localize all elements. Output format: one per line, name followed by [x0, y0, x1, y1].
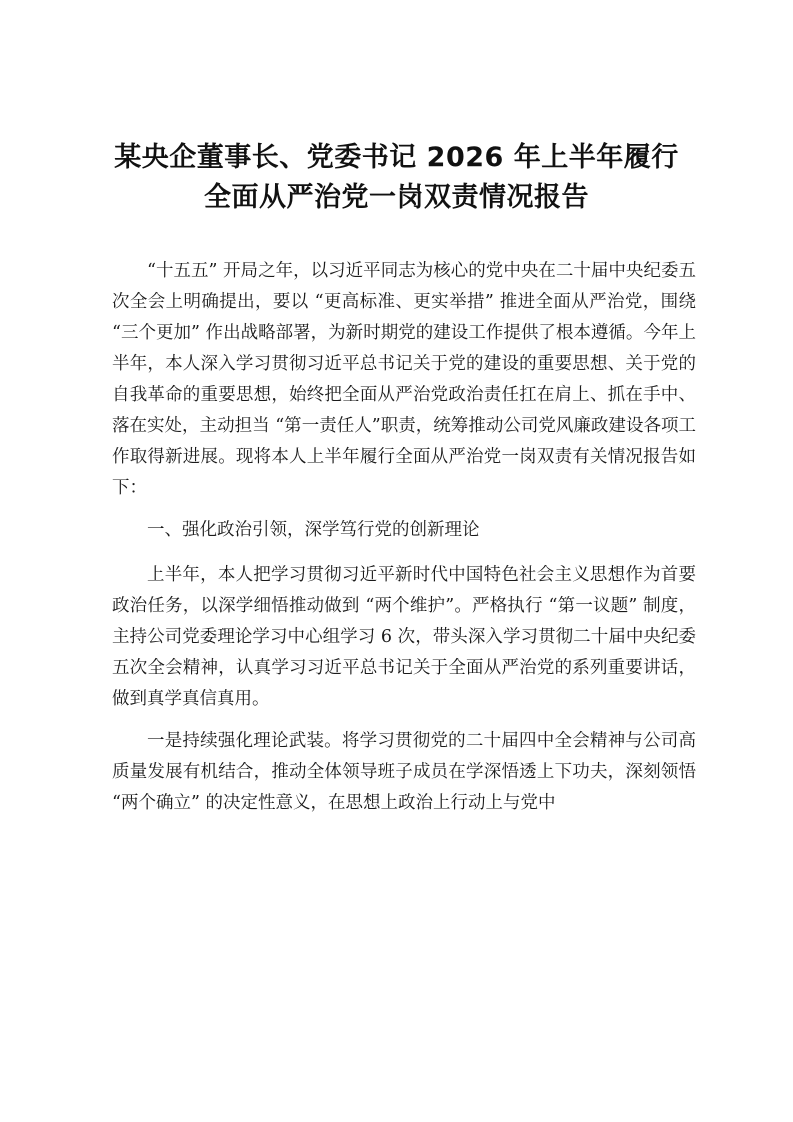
- document-body: [112, 256, 696, 830]
- intro-paragraph: “十五五” 开局之年，以习近平同志为核心的党中央在二十届中央纪委五次全会上明确提出，要以 “更高标准、更实举措” 推进全面从严治党，围绕 “三个更加” 作出战略部署，为新时期党的建设工作提供了根本遵循。今年上半年，本人深入学习贯彻习近平总书记关于党的建设的重要思想、关于党的自我革命的重要思想，始终把全面从严治党政治责任扛在肩上、抓在手中、落在实处，主动担当 “第一责任人”职责，统筹推动公司党风廉政建设各项工作取得新进展。现将本人上半年履行全面从严治党一岗双责有关情况报告如下：: [112, 261, 696, 498]
- section-1-paragraph: 上半年，本人把学习贯彻习近平新时代中国特色社会主义思想作为首要政治任务，以深学细悟推动做到 “两个维护”。严格执行 “第一议题” 制度，主持公司党委理论学习中心组学习 6 次，带头深入学习贯彻二十届中央纪委五次全会精神，认真学习习近平总书记关于全面从严治党的系列重要讲话，做到真学真信真用。: [112, 565, 696, 709]
- document-title: [60, 138, 733, 218]
- title-line-1: 某央企董事长、党委书记 2026 年上半年履行: [114, 142, 679, 173]
- section-heading-1: 一、强化政治引领，深学笃行党的创新理论: [147, 520, 480, 540]
- section-1-point-1: 一是持续强化理论武装。将学习贯彻党的二十届四中全会精神与公司高质量发展有机结合，推动全体领导班子成员在学深悟透上下功夫，深刻领悟 “两个确立” 的决定性意义，在思想上政治上行动上与党中: [112, 731, 696, 813]
- title-line-2: 全面从严治党一岗双责情况报告: [204, 182, 589, 213]
